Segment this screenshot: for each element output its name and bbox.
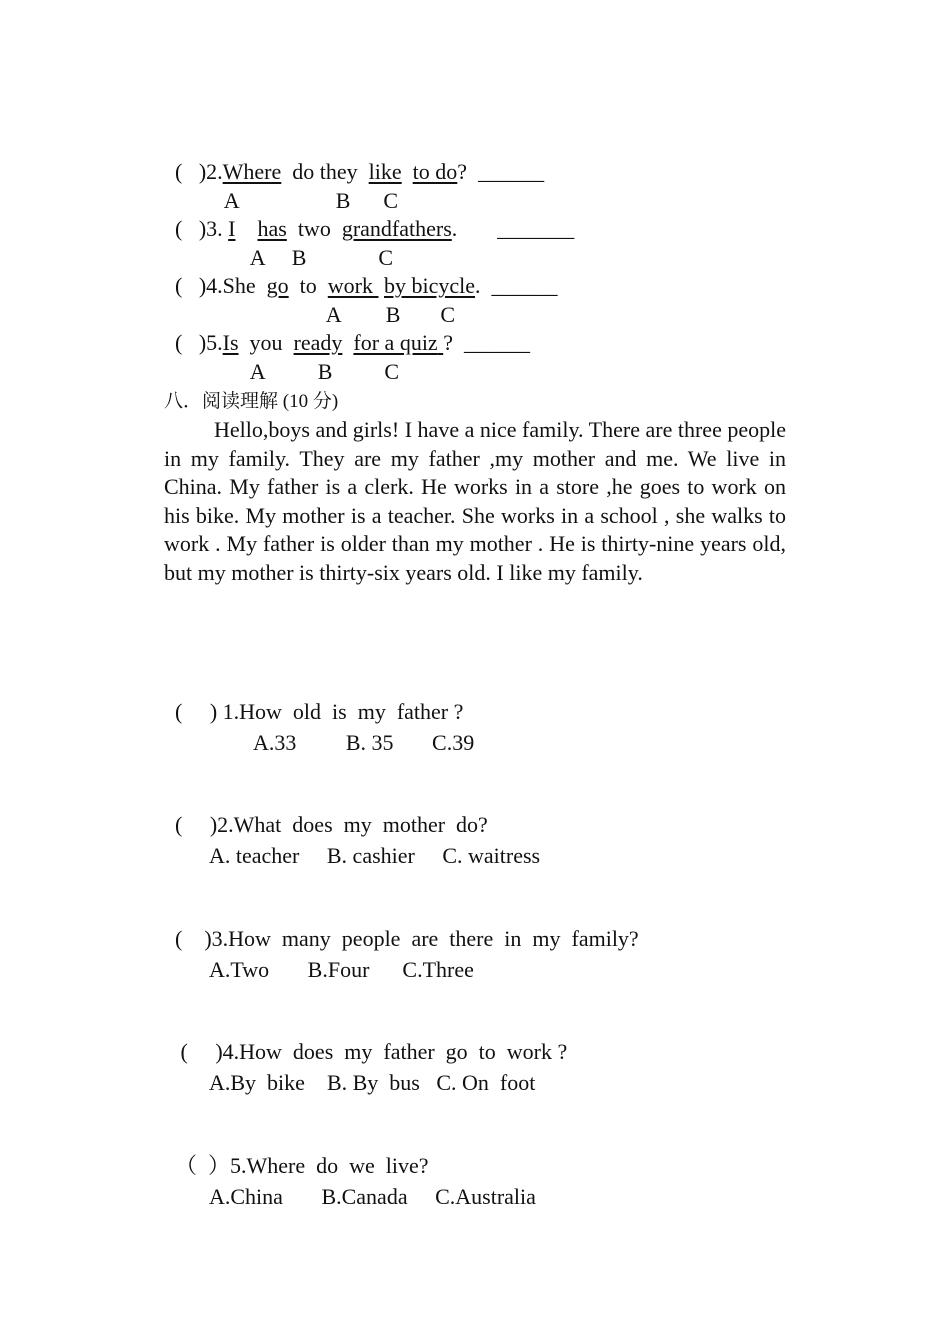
question-2-options: A. teacher B. cashier C. waitress — [209, 843, 541, 868]
question-text: How many people are there in my family? — [228, 926, 639, 951]
question-text: Where do we live? — [246, 1153, 429, 1178]
letter-a: A — [223, 188, 240, 213]
question-text: How does my father go to work ? — [239, 1039, 568, 1064]
punctuation: ? — [443, 330, 453, 355]
letter-c: C — [384, 359, 400, 384]
plain-text: She — [222, 273, 256, 298]
option-c-text: to do — [412, 159, 458, 184]
answer-blank[interactable]: ______ — [491, 273, 558, 298]
letter-a: A — [249, 359, 266, 384]
punctuation: ? — [457, 159, 468, 184]
option-b-text: has — [257, 216, 287, 241]
question-1-options: A.33 B. 35 C.39 — [253, 730, 475, 755]
question-text: How old is my father ? — [239, 699, 464, 724]
option-a-text: Where — [222, 159, 282, 184]
question-text: What does my mother do? — [233, 812, 488, 837]
option-c-text: by bicycle — [384, 273, 476, 298]
item-number: 4. — [206, 273, 223, 298]
option-a-text: go — [266, 273, 289, 298]
answer-blank[interactable]: ______ — [478, 159, 545, 184]
answer-paren[interactable]: ( )4. — [175, 1039, 240, 1064]
option-c-text: grandfathers — [341, 216, 452, 241]
plain-text: to — [299, 273, 317, 298]
answer-paren[interactable]: ( ) 1. — [175, 699, 240, 724]
question-3-options: A.Two B.Four C.Three — [209, 957, 474, 982]
paren-close: ) — [198, 159, 207, 184]
letter-a: A — [325, 302, 342, 327]
punctuation: . — [475, 273, 481, 298]
option-a-text: I — [228, 216, 236, 241]
plain-text: you — [249, 330, 283, 355]
letter-b: B — [385, 302, 401, 327]
option-letters — [240, 333, 399, 385]
option-b-text: work — [327, 273, 373, 298]
plain-text: do they — [292, 159, 358, 184]
answer-paren[interactable]: （ ）5. — [175, 1153, 247, 1178]
section-title: 八．阅读理解 (10 分) — [164, 391, 339, 412]
option-a-text: Is — [222, 330, 239, 355]
paren-close: ) — [198, 330, 207, 355]
paren-close: ) — [198, 216, 207, 241]
question-3 — [164, 900, 639, 952]
question-5-options: A.China B.Canada C.Australia — [209, 1184, 536, 1209]
answer-blank[interactable]: ______ — [463, 330, 530, 355]
paren-close: ) — [198, 273, 207, 298]
answer-blank[interactable]: _______ — [497, 216, 575, 241]
item-number: 5. — [206, 330, 223, 355]
reading-passage — [164, 416, 786, 588]
question-2 — [164, 786, 488, 838]
letter-c: C — [440, 302, 456, 327]
letter-c: C — [378, 245, 394, 270]
answer-paren[interactable]: ( — [175, 330, 183, 355]
letter-b: B — [291, 245, 307, 270]
option-c-text: for a quiz — [353, 330, 438, 355]
item-number: 2. — [206, 159, 223, 184]
option-b-text: ready — [293, 330, 343, 355]
answer-paren[interactable]: ( )2. — [175, 812, 234, 837]
letter-b: B — [335, 188, 351, 213]
answer-paren[interactable]: ( )3. — [175, 926, 229, 951]
answer-paren[interactable]: ( — [175, 273, 183, 298]
question-5 — [164, 1127, 429, 1179]
letter-a: A — [249, 245, 266, 270]
passage-text: Hello,boys and girls! I have a nice family. There are three people in my family. They are my father ,my mother and me. We live in China. My father is a clerk. He works in a store ,he goes to work on his bike. My mother is a teacher. She works in a school , she walks to work . My father is older than my mother . He is thirty-nine years old, but my mother is thirty-six years old. I like my family. — [164, 417, 786, 585]
question-1 — [164, 673, 463, 725]
letter-c: C — [383, 188, 399, 213]
option-b-text: like — [368, 159, 402, 184]
question-4 — [164, 1013, 567, 1065]
answer-paren[interactable]: ( — [175, 216, 183, 241]
item-number: 3. — [206, 216, 223, 241]
plain-text: two — [297, 216, 331, 241]
letter-b: B — [317, 359, 333, 384]
answer-paren[interactable]: ( — [175, 159, 183, 184]
punctuation: . — [451, 216, 458, 241]
question-4-options: A.By bike B. By bus C. On foot — [209, 1070, 536, 1095]
